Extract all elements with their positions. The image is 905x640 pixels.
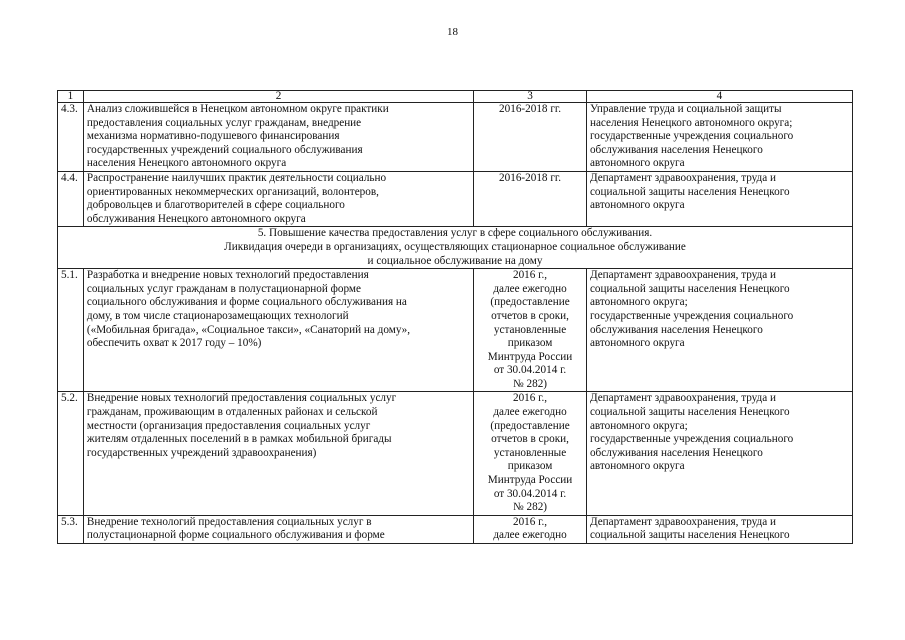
item-number: 5.3. — [58, 515, 84, 543]
activity-cell-line: социальных услуг гражданам в полустационарной форме — [86, 282, 361, 295]
period-cell-line: Минтруда России — [487, 474, 573, 487]
section-heading-line: Ликвидация очереди в организациях, осуществляющих стационарное социальное обслуживание — [224, 240, 686, 253]
activity-cell-line: социального обслуживания и форме социального обслуживания на — [86, 296, 407, 309]
column-number-3: 3 — [474, 91, 587, 103]
column-number-1: 1 — [58, 91, 84, 103]
responsible-cell — [586, 515, 852, 543]
table-row — [58, 103, 853, 172]
period-cell — [474, 515, 587, 543]
responsible-cell-line: Департамент здравоохранения, труда и — [589, 269, 776, 282]
activity-cell-line: жителям отдаленных поселений в в рамках мобильной бригады — [86, 433, 392, 446]
section-heading-line: 5. Повышение качества предоставления услуг в сфере социального обслуживания. — [257, 227, 653, 240]
activity-cell-line: Внедрение новых технологий предоставления социальных услуг — [86, 392, 397, 405]
table-row — [58, 392, 853, 515]
period-cell-line: далее ежегодно — [493, 282, 567, 295]
page-number: 18 — [447, 26, 458, 38]
activity-cell-line: Разработка и внедрение новых технологий предоставления — [86, 269, 369, 282]
period-cell — [474, 171, 587, 226]
period-cell-line: № 282) — [513, 377, 548, 390]
responsible-cell-line: государственные учреждения социального — [589, 433, 794, 446]
period-cell-line: отчетов в сроки, — [491, 309, 569, 322]
period-cell-line: установленные — [493, 446, 567, 459]
responsible-cell — [586, 269, 852, 392]
period-cell-line: далее ежегодно — [493, 406, 567, 419]
period-cell-line: далее ежегодно — [493, 529, 567, 542]
table-row — [58, 171, 853, 226]
responsible-cell-line: Департамент здравоохранения, труда и — [589, 515, 776, 528]
activity-cell — [83, 515, 473, 543]
period-cell-line: отчетов в сроки, — [491, 433, 569, 446]
activity-cell-line: обслуживания Ненецкого автономного округа — [86, 212, 306, 225]
period-cell-line: от 30.04.2014 г. — [493, 364, 567, 377]
responsible-cell-line: социальной защиты населения Ненецкого — [589, 529, 790, 542]
activity-cell-line: предоставления социальных услуг гражданам, внедрение — [86, 116, 362, 129]
period-cell-line: № 282) — [513, 501, 548, 514]
responsible-cell — [586, 392, 852, 515]
item-number: 5.2. — [58, 392, 84, 515]
period-cell-line: от 30.04.2014 г. — [493, 487, 567, 500]
activity-cell — [83, 103, 473, 172]
column-number-2: 2 — [83, 91, 473, 103]
responsible-cell-line: населения Ненецкого автономного округа; — [589, 116, 793, 129]
period-cell-line: 2016-2018 гг. — [499, 171, 562, 184]
period-cell-line: 2016-2018 гг. — [499, 103, 562, 115]
item-number: 4.4. — [58, 171, 84, 226]
item-number: 4.3. — [58, 103, 84, 172]
responsible-cell — [586, 171, 852, 226]
plan-table — [57, 90, 853, 544]
section-heading-line: и социальное обслуживание на дому — [367, 254, 543, 267]
period-cell-line: приказом — [507, 460, 553, 473]
responsible-cell-line: обслуживания населения Ненецкого — [589, 143, 763, 156]
activity-cell-line: обеспечить охват к 2017 году – 10%) — [86, 337, 262, 350]
table-row — [58, 515, 853, 543]
period-cell-line: 2016 г., — [512, 269, 548, 282]
period-cell-line: приказом — [507, 337, 553, 350]
responsible-cell-line: социальной защиты населения Ненецкого — [589, 185, 790, 198]
column-number-4: 4 — [586, 91, 852, 103]
responsible-cell-line: социальной защиты населения Ненецкого — [589, 406, 790, 419]
activity-cell-line: полустационарной форме социального обслуживания и форме — [86, 529, 385, 542]
responsible-cell-line: Департамент здравоохранения, труда и — [589, 171, 776, 184]
responsible-cell-line: автономного округа; — [589, 419, 688, 432]
item-number: 5.1. — [58, 269, 84, 392]
activity-cell-line: населения Ненецкого автономного округа — [86, 157, 287, 170]
activity-cell — [83, 392, 473, 515]
section-heading-row — [58, 227, 853, 269]
responsible-cell-line: автономного округа — [589, 460, 685, 473]
table-header-row — [58, 91, 853, 103]
activity-cell-line: государственных учреждений социального обслуживания — [86, 143, 363, 156]
period-cell-line: установленные — [493, 323, 567, 336]
responsible-cell-line: Управление труда и социальной защиты — [589, 103, 782, 115]
activity-cell-line: («Мобильная бригада», «Социальное такси», «Санаторий на дому», — [86, 323, 411, 336]
responsible-cell-line: социальной защиты населения Ненецкого — [589, 282, 790, 295]
period-cell-line: (предоставление — [490, 419, 570, 432]
period-cell-line: Минтруда России — [487, 350, 573, 363]
activity-cell-line: механизма нормативно-подушевого финансирования — [86, 130, 340, 143]
activity-cell — [83, 269, 473, 392]
responsible-cell-line: Департамент здравоохранения, труда и — [589, 392, 776, 405]
responsible-cell-line: автономного округа — [589, 337, 685, 350]
activity-cell-line: ориентированных некоммерческих организаций, волонтеров, — [86, 185, 379, 198]
activity-cell-line: Анализ сложившейся в Ненецком автономном округе практики — [86, 103, 389, 115]
activity-cell-line: гражданам, проживающим в отдаленных районах и сельской — [86, 406, 378, 419]
activity-cell-line: Внедрение технологий предоставления социальных услуг в — [86, 515, 372, 528]
period-cell — [474, 269, 587, 392]
responsible-cell-line: автономного округа; — [589, 296, 688, 309]
activity-cell-line: местности (организация предоставления социальных услуг — [86, 419, 371, 432]
period-cell-line: 2016 г., — [512, 392, 548, 405]
section-heading — [58, 227, 853, 269]
activity-cell-line: добровольцев и благотворителей в сфере социального — [86, 199, 345, 212]
period-cell-line: (предоставление — [490, 296, 570, 309]
responsible-cell-line: автономного округа — [589, 157, 685, 170]
responsible-cell — [586, 103, 852, 172]
activity-cell-line: дому, в том числе стационарозамещающих технологий — [86, 309, 349, 322]
responsible-cell-line: обслуживания населения Ненецкого — [589, 446, 763, 459]
responsible-cell-line: государственные учреждения социального — [589, 130, 794, 143]
activity-cell-line: Распространение наилучших практик деятельности социально — [86, 171, 387, 184]
period-cell-line: 2016 г., — [512, 515, 548, 528]
responsible-cell-line: автономного округа — [589, 199, 685, 212]
period-cell — [474, 392, 587, 515]
period-cell — [474, 103, 587, 172]
activity-cell — [83, 171, 473, 226]
responsible-cell-line: обслуживания населения Ненецкого — [589, 323, 763, 336]
table-row — [58, 269, 853, 392]
activity-cell-line: государственных учреждений здравоохранения) — [86, 446, 317, 459]
responsible-cell-line: государственные учреждения социального — [589, 309, 794, 322]
